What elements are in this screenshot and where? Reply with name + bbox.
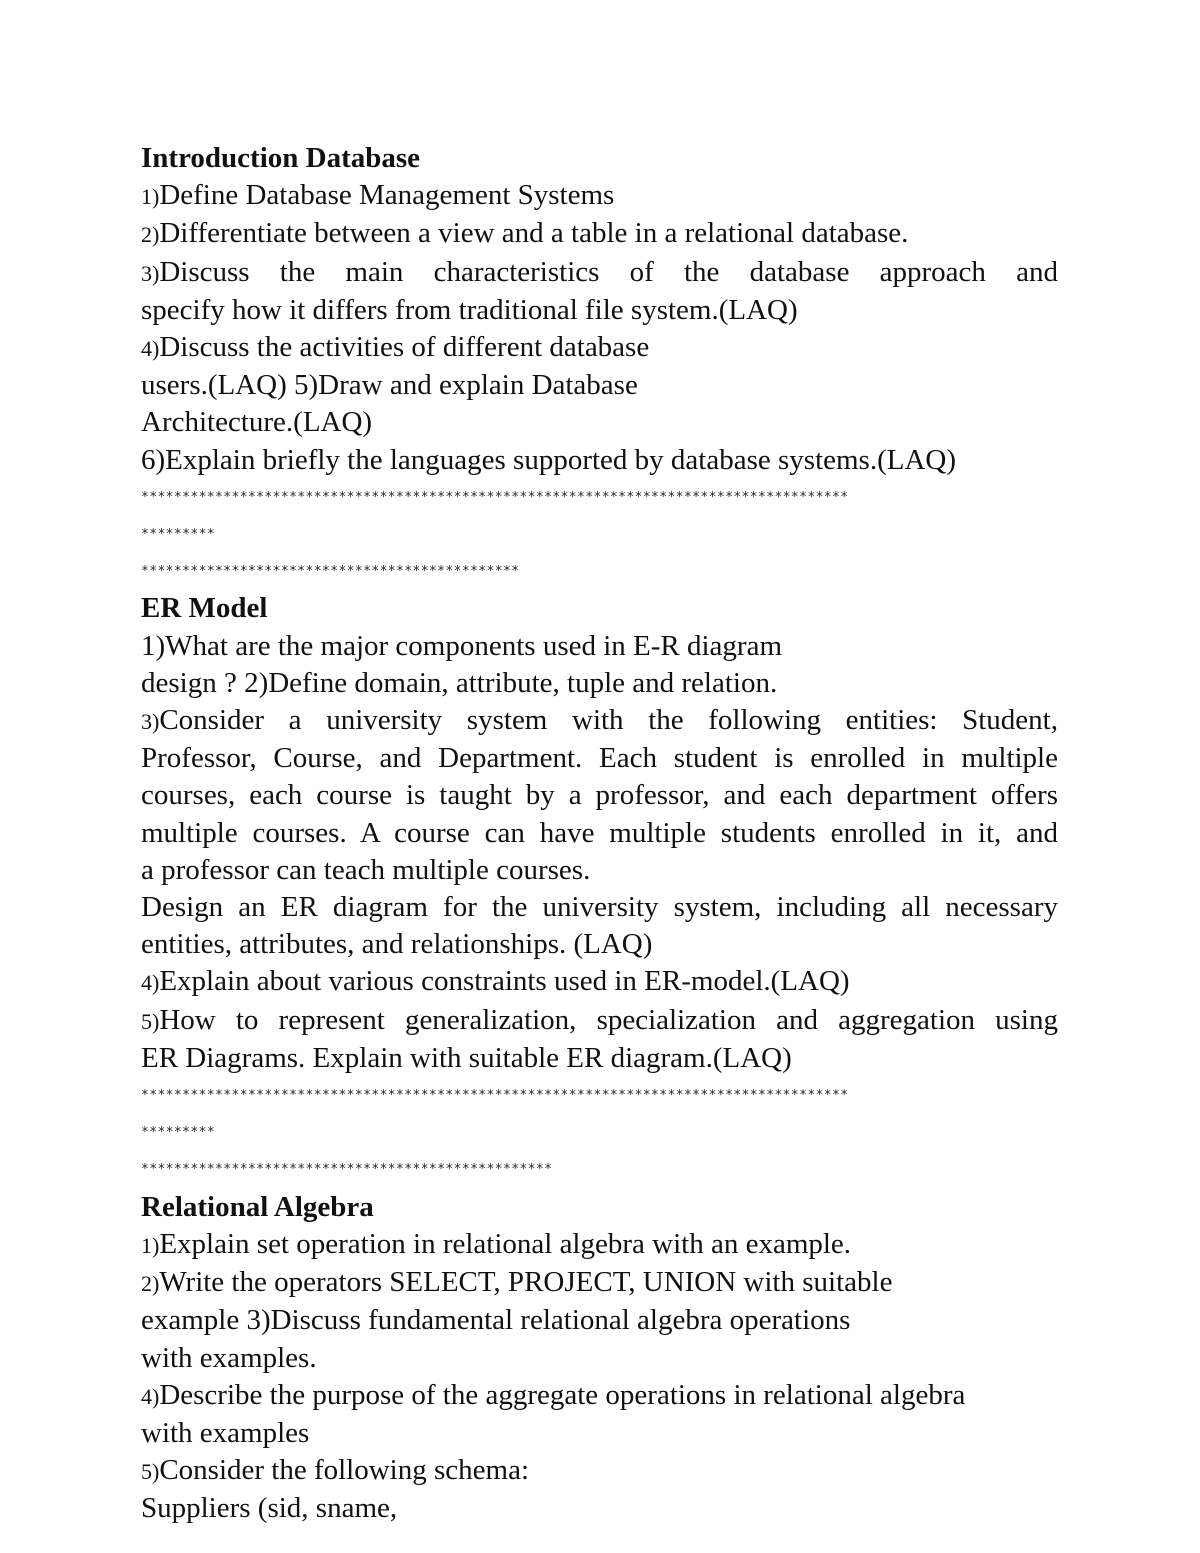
question-line: with examples: [141, 1416, 310, 1449]
separator-line: **********************************************: [141, 564, 520, 580]
question-line: 4)Discuss the activities of different database: [141, 331, 650, 364]
question-line: 3)Consider a university system with the following entities: Student,: [141, 704, 1058, 737]
section-heading: ER Model: [141, 592, 268, 625]
question-line: multiple courses. A course can have multiple students enrolled in it, and: [141, 816, 1058, 849]
question-line: specify how it differs from traditional file system.(LAQ): [141, 293, 798, 326]
question-line: 5)Consider the following schema:: [141, 1454, 530, 1487]
question-line: Suppliers (sid, sname,: [141, 1492, 398, 1525]
document-page: [141, 140, 1071, 1528]
question-line: Professor, Course, and Department. Each student is enrolled in multiple: [141, 742, 1058, 775]
question-line: 5)How to represent generalization, specialization and aggregation using: [141, 1003, 1058, 1036]
question-line: 6)Explain briefly the languages supported by database systems.(LAQ): [141, 443, 957, 476]
question-line: 2)Differentiate between a view and a table in a relational database.: [141, 217, 909, 250]
separator-line: **************************************************************************************: [141, 489, 849, 505]
section-heading: Relational Algebra: [141, 1190, 374, 1223]
question-line: 2)Write the operators SELECT, PROJECT, UNION with suitable: [141, 1266, 893, 1299]
question-line: 1)Define Database Management Systems: [141, 179, 615, 212]
section-heading: Introduction Database: [141, 142, 421, 174]
question-line: 4)Explain about various constraints used in ER-model.(LAQ): [141, 965, 850, 998]
question-line: 4)Describe the purpose of the aggregate operations in relational algebra: [141, 1378, 966, 1411]
section-relational-algebra: [141, 1189, 1071, 1528]
section-er-model: [141, 590, 1071, 1188]
question-line: 3)Discuss the main characteristics of the database approach and: [141, 255, 1058, 288]
question-line: Architecture.(LAQ): [141, 406, 373, 439]
question-line: a professor can teach multiple courses.: [141, 853, 591, 886]
question-line: example 3)Discuss fundamental relational algebra operations: [141, 1304, 851, 1337]
question-line: users.(LAQ) 5)Draw and explain Database: [141, 369, 638, 402]
question-line: entities, attributes, and relationships. (LAQ): [141, 928, 653, 961]
question-line: 1)What are the major components used in E-R diagram: [141, 629, 783, 662]
section-introduction-database: [141, 140, 1071, 590]
separator-line: *********: [141, 1125, 216, 1141]
question-line: with examples.: [141, 1341, 317, 1374]
question-line: ER Diagrams. Explain with suitable ER diagram.(LAQ): [141, 1041, 792, 1074]
question-line: 1)Explain set operation in relational algebra with an example.: [141, 1227, 852, 1260]
question-line: courses, each course is taught by a professor, and each department offers: [141, 779, 1058, 812]
question-line: design ? 2)Define domain, attribute, tuple and relation.: [141, 666, 778, 699]
question-line: Design an ER diagram for the university system, including all necessary: [141, 891, 1058, 924]
separator-line: *********: [141, 527, 216, 543]
separator-line: **************************************************: [141, 1162, 553, 1178]
separator-line: **************************************************************************************: [141, 1088, 849, 1104]
